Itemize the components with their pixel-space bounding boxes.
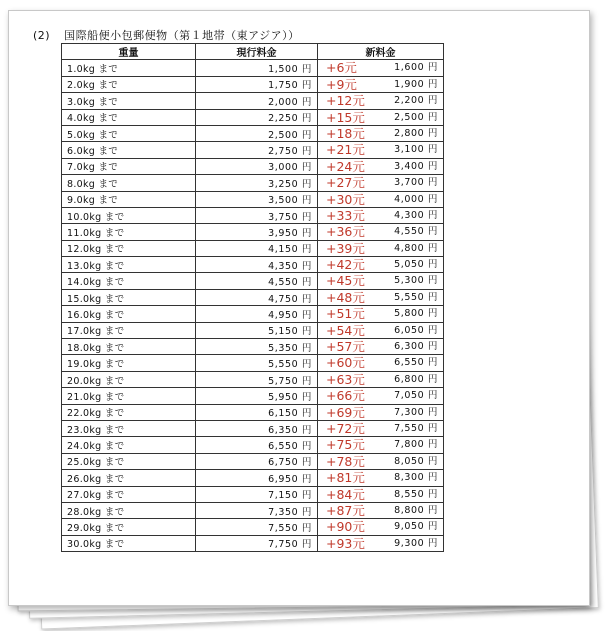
- increase-annotation: +39元: [326, 240, 365, 256]
- new-rate-value: 7,300 円: [394, 406, 438, 418]
- current-rate-cell: 7,350 円: [196, 502, 318, 518]
- current-rate-cell: 6,350 円: [196, 420, 318, 436]
- new-rate-value: 1,600 円: [394, 62, 438, 74]
- increase-annotation: +36元: [326, 224, 365, 240]
- weight-cell: 28.0kg まで: [62, 502, 196, 518]
- weight-cell: 1.0kg まで: [62, 60, 196, 76]
- current-rate-cell: 3,950 円: [196, 224, 318, 240]
- new-rate-cell: [318, 240, 444, 256]
- new-rate-value: 4,550 円: [394, 226, 438, 238]
- table-row: [62, 339, 444, 355]
- increase-annotation: +75元: [326, 437, 365, 453]
- new-rate-cell: [318, 453, 444, 469]
- weight-cell: 8.0kg まで: [62, 175, 196, 191]
- weight-cell: 9.0kg まで: [62, 191, 196, 207]
- weight-cell: 10.0kg まで: [62, 207, 196, 223]
- new-rate-value: 1,900 円: [394, 78, 438, 90]
- weight-cell: 26.0kg まで: [62, 470, 196, 486]
- table-row: [62, 470, 444, 486]
- weight-cell: 23.0kg まで: [62, 420, 196, 436]
- increase-annotation: +15元: [326, 109, 365, 125]
- new-rate-value: 3,400 円: [394, 160, 438, 172]
- current-rate-cell: 3,000 円: [196, 158, 318, 174]
- section-heading: [33, 27, 300, 43]
- current-rate-cell: 4,550 円: [196, 273, 318, 289]
- current-rate-cell: 4,950 円: [196, 306, 318, 322]
- current-rate-cell: 2,500 円: [196, 125, 318, 141]
- weight-cell: 25.0kg まで: [62, 453, 196, 469]
- new-rate-value: 8,800 円: [394, 504, 438, 516]
- current-rate-cell: 6,750 円: [196, 453, 318, 469]
- current-rate-cell: 3,500 円: [196, 191, 318, 207]
- increase-annotation: +9元: [326, 76, 357, 92]
- weight-cell: 19.0kg まで: [62, 355, 196, 371]
- increase-annotation: +84元: [326, 486, 365, 502]
- table-row: [62, 76, 444, 92]
- new-rate-cell: [318, 76, 444, 92]
- new-rate-cell: [318, 322, 444, 338]
- new-rate-value: 7,050 円: [394, 390, 438, 402]
- table-header-row: [62, 44, 444, 60]
- table-row: [62, 93, 444, 109]
- increase-annotation: +57元: [326, 339, 365, 355]
- new-rate-value: 9,050 円: [394, 521, 438, 533]
- weight-cell: 30.0kg まで: [62, 535, 196, 551]
- new-rate-value: 7,800 円: [394, 439, 438, 451]
- new-rate-cell: [318, 486, 444, 502]
- increase-annotation: +93元: [326, 535, 365, 551]
- table-row: [62, 191, 444, 207]
- new-rate-value: 6,050 円: [394, 324, 438, 336]
- new-rate-value: 2,200 円: [394, 95, 438, 107]
- new-rate-value: 9,300 円: [394, 537, 438, 549]
- increase-annotation: +51元: [326, 306, 365, 322]
- new-rate-cell: [318, 470, 444, 486]
- weight-cell: 17.0kg まで: [62, 322, 196, 338]
- new-rate-value: 4,300 円: [394, 209, 438, 221]
- new-rate-value: 5,300 円: [394, 275, 438, 287]
- new-rate-cell: [318, 437, 444, 453]
- header-weight: 重量: [62, 44, 196, 60]
- new-rate-cell: [318, 257, 444, 273]
- new-rate-cell: [318, 191, 444, 207]
- table-row: [62, 289, 444, 305]
- current-rate-cell: 4,150 円: [196, 240, 318, 256]
- table-row: [62, 125, 444, 141]
- increase-annotation: +69元: [326, 404, 365, 420]
- table-row: [62, 240, 444, 256]
- new-rate-value: 3,100 円: [394, 144, 438, 156]
- table-row: [62, 371, 444, 387]
- table-row: [62, 453, 444, 469]
- increase-annotation: +33元: [326, 207, 365, 223]
- new-rate-value: 2,800 円: [394, 127, 438, 139]
- weight-cell: 15.0kg まで: [62, 289, 196, 305]
- current-rate-cell: 6,950 円: [196, 470, 318, 486]
- table-row: [62, 158, 444, 174]
- increase-annotation: +42元: [326, 257, 365, 273]
- increase-annotation: +60元: [326, 355, 365, 371]
- increase-annotation: +66元: [326, 388, 365, 404]
- table-row: [62, 273, 444, 289]
- new-rate-value: 7,550 円: [394, 422, 438, 434]
- current-rate-cell: 5,950 円: [196, 388, 318, 404]
- weight-cell: 11.0kg まで: [62, 224, 196, 240]
- current-rate-cell: 4,350 円: [196, 257, 318, 273]
- current-rate-cell: 2,000 円: [196, 93, 318, 109]
- table-row: [62, 437, 444, 453]
- section-number: (2): [33, 29, 51, 42]
- increase-annotation: +18元: [326, 125, 365, 141]
- table-row: [62, 322, 444, 338]
- increase-annotation: +21元: [326, 142, 365, 158]
- weight-cell: 2.0kg まで: [62, 76, 196, 92]
- new-rate-value: 4,800 円: [394, 242, 438, 254]
- current-rate-cell: 1,500 円: [196, 60, 318, 76]
- table-row: [62, 109, 444, 125]
- current-rate-cell: 1,750 円: [196, 76, 318, 92]
- new-rate-cell: [318, 420, 444, 436]
- current-rate-cell: 7,550 円: [196, 519, 318, 535]
- new-rate-value: 3,700 円: [394, 177, 438, 189]
- document-page: [8, 10, 590, 606]
- table-row: [62, 486, 444, 502]
- weight-cell: 18.0kg まで: [62, 339, 196, 355]
- new-rate-value: 6,550 円: [394, 357, 438, 369]
- weight-cell: 22.0kg まで: [62, 404, 196, 420]
- new-rate-cell: [318, 519, 444, 535]
- section-title: 国際船便小包郵便物（第１地帯（東アジア））: [64, 29, 300, 42]
- new-rate-cell: [318, 125, 444, 141]
- new-rate-value: 6,800 円: [394, 373, 438, 385]
- weight-cell: 7.0kg まで: [62, 158, 196, 174]
- weight-cell: 3.0kg まで: [62, 93, 196, 109]
- new-rate-value: 6,300 円: [394, 341, 438, 353]
- table-row: [62, 306, 444, 322]
- increase-annotation: +63元: [326, 371, 365, 387]
- new-rate-cell: [318, 371, 444, 387]
- increase-annotation: +81元: [326, 470, 365, 486]
- weight-cell: 24.0kg まで: [62, 437, 196, 453]
- table-row: [62, 175, 444, 191]
- table-row: [62, 142, 444, 158]
- table-row: [62, 420, 444, 436]
- new-rate-cell: [318, 109, 444, 125]
- weight-cell: 27.0kg まで: [62, 486, 196, 502]
- table-row: [62, 404, 444, 420]
- increase-annotation: +45元: [326, 273, 365, 289]
- increase-annotation: +24元: [326, 158, 365, 174]
- weight-cell: 4.0kg まで: [62, 109, 196, 125]
- increase-annotation: +87元: [326, 502, 365, 518]
- rate-table-body: [62, 60, 444, 552]
- new-rate-cell: [318, 93, 444, 109]
- new-rate-cell: [318, 142, 444, 158]
- weight-cell: 20.0kg まで: [62, 371, 196, 387]
- new-rate-value: 5,550 円: [394, 291, 438, 303]
- increase-annotation: +78元: [326, 453, 365, 469]
- new-rate-cell: [318, 404, 444, 420]
- table-row: [62, 519, 444, 535]
- current-rate-cell: 5,750 円: [196, 371, 318, 387]
- table-row: [62, 207, 444, 223]
- table-row: [62, 535, 444, 551]
- increase-annotation: +48元: [326, 289, 365, 305]
- current-rate-cell: 4,750 円: [196, 289, 318, 305]
- new-rate-cell: [318, 289, 444, 305]
- table-row: [62, 257, 444, 273]
- weight-cell: 16.0kg まで: [62, 306, 196, 322]
- weight-cell: 12.0kg まで: [62, 240, 196, 256]
- current-rate-cell: 2,750 円: [196, 142, 318, 158]
- current-rate-cell: 7,750 円: [196, 535, 318, 551]
- new-rate-cell: [318, 158, 444, 174]
- weight-cell: 21.0kg まで: [62, 388, 196, 404]
- new-rate-cell: [318, 339, 444, 355]
- new-rate-value: 5,050 円: [394, 259, 438, 271]
- increase-annotation: +72元: [326, 420, 365, 436]
- new-rate-cell: [318, 60, 444, 76]
- current-rate-cell: 6,150 円: [196, 404, 318, 420]
- table-row: [62, 502, 444, 518]
- weight-cell: 29.0kg まで: [62, 519, 196, 535]
- new-rate-value: 8,300 円: [394, 472, 438, 484]
- current-rate-cell: 5,150 円: [196, 322, 318, 338]
- new-rate-value: 2,500 円: [394, 111, 438, 123]
- new-rate-cell: [318, 502, 444, 518]
- table-row: [62, 388, 444, 404]
- header-current-rate: 現行料金: [196, 44, 318, 60]
- new-rate-cell: [318, 388, 444, 404]
- current-rate-cell: 7,150 円: [196, 486, 318, 502]
- current-rate-cell: 3,750 円: [196, 207, 318, 223]
- current-rate-cell: 6,550 円: [196, 437, 318, 453]
- current-rate-cell: 5,350 円: [196, 339, 318, 355]
- new-rate-cell: [318, 175, 444, 191]
- table-row: [62, 224, 444, 240]
- increase-annotation: +30元: [326, 191, 365, 207]
- table-row: [62, 60, 444, 76]
- weight-cell: 14.0kg まで: [62, 273, 196, 289]
- new-rate-value: 8,550 円: [394, 488, 438, 500]
- new-rate-value: 4,000 円: [394, 193, 438, 205]
- rate-table: [61, 43, 444, 552]
- new-rate-cell: [318, 224, 444, 240]
- current-rate-cell: 3,250 円: [196, 175, 318, 191]
- increase-annotation: +54元: [326, 322, 365, 338]
- new-rate-cell: [318, 535, 444, 551]
- current-rate-cell: 2,250 円: [196, 109, 318, 125]
- increase-annotation: +12元: [326, 93, 365, 109]
- weight-cell: 6.0kg まで: [62, 142, 196, 158]
- weight-cell: 13.0kg まで: [62, 257, 196, 273]
- new-rate-cell: [318, 207, 444, 223]
- table-row: [62, 355, 444, 371]
- increase-annotation: +6元: [326, 60, 357, 76]
- new-rate-cell: [318, 355, 444, 371]
- new-rate-value: 8,050 円: [394, 455, 438, 467]
- new-rate-cell: [318, 306, 444, 322]
- current-rate-cell: 5,550 円: [196, 355, 318, 371]
- weight-cell: 5.0kg まで: [62, 125, 196, 141]
- new-rate-value: 5,800 円: [394, 308, 438, 320]
- increase-annotation: +27元: [326, 175, 365, 191]
- header-new-rate: 新料金: [318, 44, 444, 60]
- increase-annotation: +90元: [326, 519, 365, 535]
- new-rate-cell: [318, 273, 444, 289]
